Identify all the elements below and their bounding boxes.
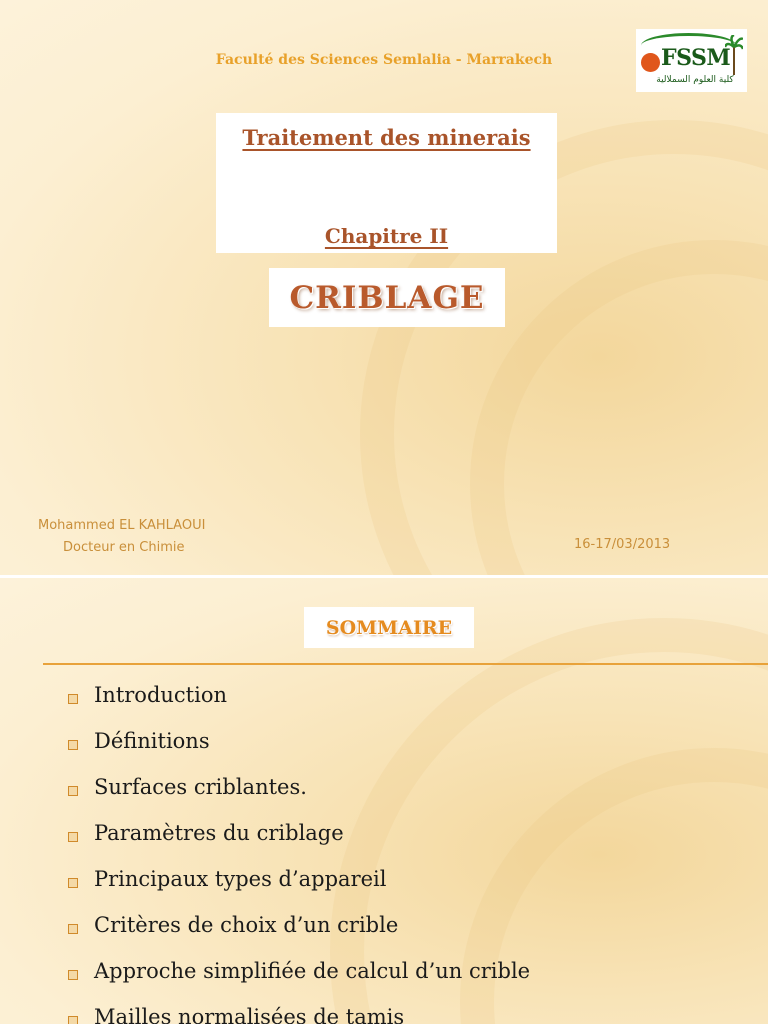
list-item: [68, 683, 530, 729]
list-item: [68, 775, 530, 821]
list-item-label: Définitions: [94, 729, 210, 753]
decorative-arc: [470, 240, 768, 575]
list-item: [68, 913, 530, 959]
list-item-label: Approche simplifiée de calcul d’un crible: [94, 959, 531, 983]
square-bullet-icon: [68, 694, 78, 704]
summary-heading-box: [304, 607, 474, 648]
presentation-date: 16-17/03/2013: [574, 537, 671, 552]
list-item: [68, 729, 530, 775]
list-item-label: Introduction: [94, 683, 227, 707]
subject-box: [269, 268, 505, 327]
title-box: [216, 113, 557, 253]
list-item: [68, 821, 530, 867]
chapter-title: Chapitre II: [324, 224, 449, 248]
list-item-label: Paramètres du criblage: [94, 821, 344, 845]
palm-tree-icon: [725, 35, 743, 75]
summary-slide: [0, 578, 768, 1024]
author-role: Docteur en Chimie: [63, 540, 185, 555]
logo-arabic-text: كلية العلوم السملالية: [656, 75, 734, 85]
square-bullet-icon: [68, 1016, 78, 1024]
square-bullet-icon: [68, 924, 78, 934]
subject-title: CRIBLAGE: [289, 280, 485, 316]
presentation-title: Traitement des minerais: [242, 125, 531, 150]
summary-heading: SOMMAIRE: [325, 617, 453, 639]
list-item-label: Principaux types d’appareil: [94, 867, 387, 891]
square-bullet-icon: [68, 740, 78, 750]
summary-list: [68, 683, 530, 1024]
faculty-name: Faculté des Sciences Semlalia - Marrakech: [215, 52, 553, 68]
list-item-label: Surfaces criblantes.: [94, 775, 307, 799]
logo-ball-icon: [641, 53, 660, 72]
square-bullet-icon: [68, 878, 78, 888]
list-item: [68, 959, 530, 1005]
heading-divider: [43, 663, 768, 665]
fssm-logo: [636, 29, 747, 92]
author-name: Mohammed EL KAHLAOUI: [38, 518, 206, 533]
square-bullet-icon: [68, 832, 78, 842]
list-item: [68, 867, 530, 913]
square-bullet-icon: [68, 970, 78, 980]
list-item: [68, 1005, 530, 1024]
square-bullet-icon: [68, 786, 78, 796]
list-item-label: Critères de choix d’un crible: [94, 913, 399, 937]
list-item-label: Mailles normalisées de tamis: [94, 1005, 405, 1024]
logo-text: FSSM: [661, 45, 731, 71]
